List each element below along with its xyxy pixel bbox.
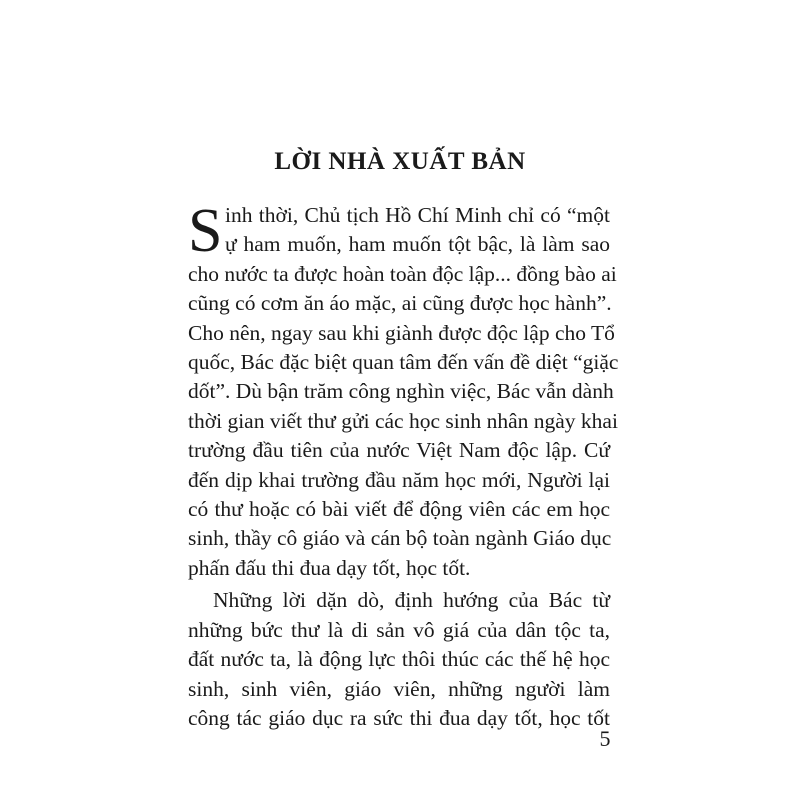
text-line: Những lời dặn dò, định hướng của Bác từ (213, 588, 610, 613)
text-line: thời gian viết thư gửi các học sinh nhân ngày khai (188, 408, 618, 433)
text-line: sinh, thầy cô giáo và cán bộ toàn ngành Giáo dục (188, 526, 612, 551)
text-line: cũng có cơm ăn áo mặc, ai cũng được học hành”. (188, 291, 612, 316)
paragraph-2 (188, 586, 610, 733)
text-line: phấn đấu thi đua dạy tốt, học tốt. (188, 555, 471, 580)
paragraph-1 (188, 197, 619, 583)
text-line: cho nước ta được hoàn toàn độc lập... đồng bào ai (188, 261, 617, 286)
text-line: đến dịp khai trường đầu năm học mới, Người lại (188, 467, 610, 492)
text-line: inh thời, Chủ tịch Hồ Chí Minh chỉ có “một (225, 203, 610, 227)
text-line: dốt”. Dù bận trăm công nghìn việc, Bác vẫn dành (188, 379, 614, 404)
text-line: sinh, sinh viên, giáo viên, những người làm (188, 676, 610, 701)
text-line: công tác giáo dục ra sức thi đua dạy tốt, học tốt (188, 705, 610, 730)
text-line: ự ham muốn, ham muốn tột bậc, là làm sao (225, 232, 610, 257)
text-line: quốc, Bác đặc biệt quan tâm đến vấn đề diệt “giặc (188, 350, 619, 375)
text-line: có thư hoặc có bài viết để động viên các em học (188, 497, 610, 522)
drop-cap-letter: S (188, 197, 223, 265)
text-line: trường đầu tiên của nước Việt Nam độc lập. Cứ (188, 438, 610, 463)
body-text (188, 197, 619, 733)
text-line: đất nước ta, là động lực thôi thúc các thế hệ học (188, 647, 610, 672)
text-line: những bức thư là di sản vô giá của dân tộc ta, (188, 617, 610, 642)
text-line: Cho nên, ngay sau khi giành được độc lập cho Tổ (188, 320, 615, 345)
page-title: LỜI NHÀ XUẤT BẢN (274, 148, 526, 175)
page-number: 5 (599, 726, 611, 751)
